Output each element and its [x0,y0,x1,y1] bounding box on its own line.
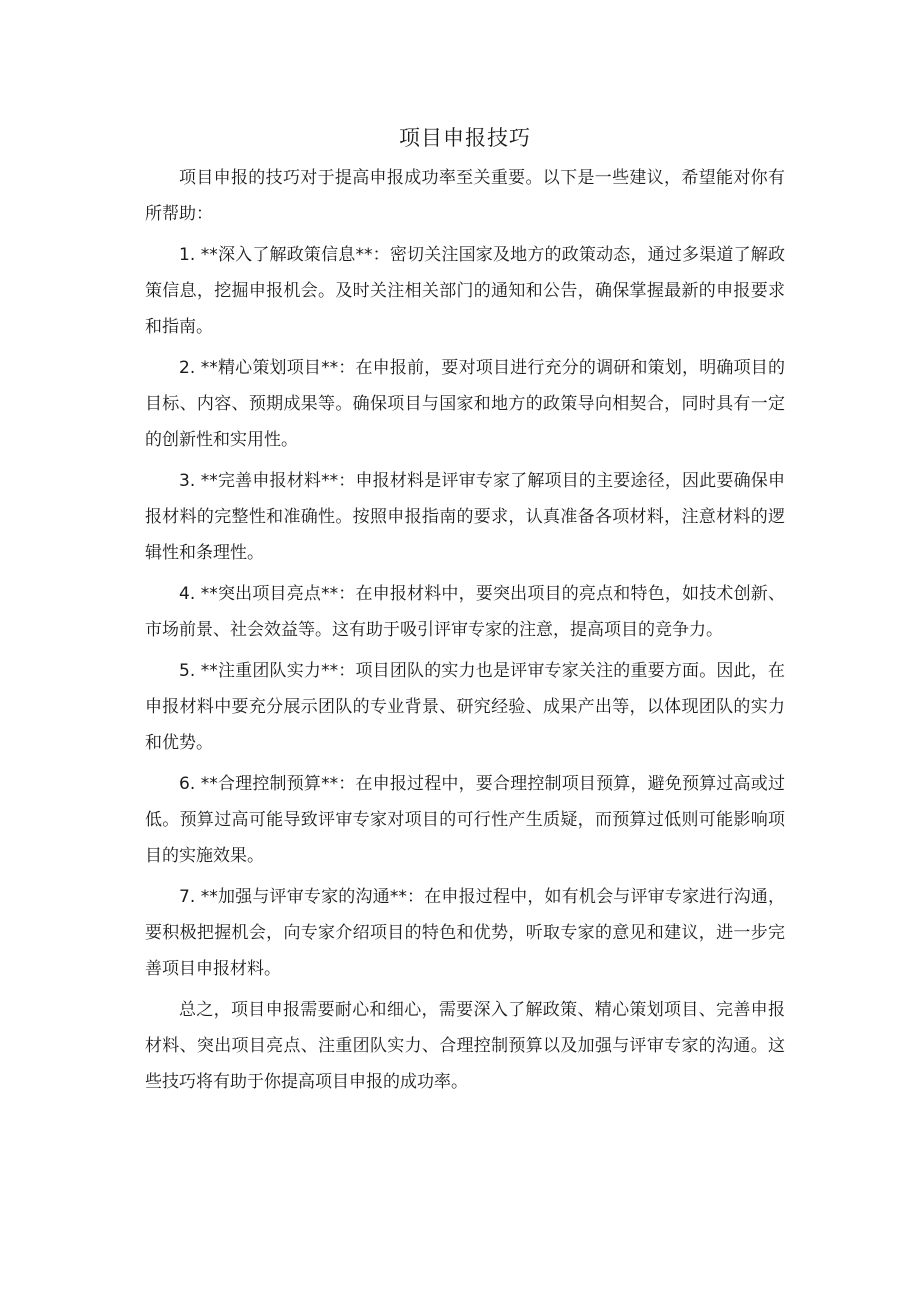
document-body [145,120,785,1105]
document-title: 项目申报技巧 [399,126,531,150]
list-item: 3. **完善申报材料**：申报材料是评审专家了解项目的主要途径，因此要确保申报材料的完整性和准确性。按照申报指南的要求，认真准备各项材料，注意材料的逻辑性和条理性。 [145,471,785,563]
list-item: 4. **突出项目亮点**：在申报材料中，要突出项目的亮点和特色，如技术创新、市场前景、社会效益等。这有助于吸引评审专家的注意，提高项目的竞争力。 [145,584,785,640]
list-item: 2. **精心策划项目**：在申报前，要对项目进行充分的调研和策划，明确项目的目标、内容、预期成果等。确保项目与国家和地方的政策导向相契合，同时具有一定的创新性和实用性。 [145,358,785,450]
intro-paragraph: 项目申报的技巧对于提高申报成功率至关重要。以下是一些建议，希望能对你有所帮助： [145,168,785,224]
list-item: 1. **深入了解政策信息**：密切关注国家及地方的政策动态，通过多渠道了解政策信息，挖掘申报机会。及时关注相关部门的通知和公告，确保掌握最新的申报要求和指南。 [145,245,785,337]
list-item: 5. **注重团队实力**：项目团队的实力也是评审专家关注的重要方面。因此，在申报材料中要充分展示团队的专业背景、研究经验、成果产出等，以体现团队的实力和优势。 [145,661,785,753]
list-item: 7. **加强与评审专家的沟通**：在申报过程中，如有机会与评审专家进行沟通，要积极把握机会，向专家介绍项目的特色和优势，听取专家的意见和建议，进一步完善项目申报材料。 [145,887,785,979]
list-item: 6. **合理控制预算**：在申报过程中，要合理控制项目预算，避免预算过高或过低。预算过高可能导致评审专家对项目的可行性产生质疑，而预算过低则可能影响项目的实施效果。 [145,774,785,866]
conclusion-paragraph: 总之，项目申报需要耐心和细心，需要深入了解政策、精心策划项目、完善申报材料、突出项目亮点、注重团队实力、合理控制预算以及加强与评审专家的沟通。这些技巧将有助于你提高项目申报的成功率。 [145,1000,785,1092]
